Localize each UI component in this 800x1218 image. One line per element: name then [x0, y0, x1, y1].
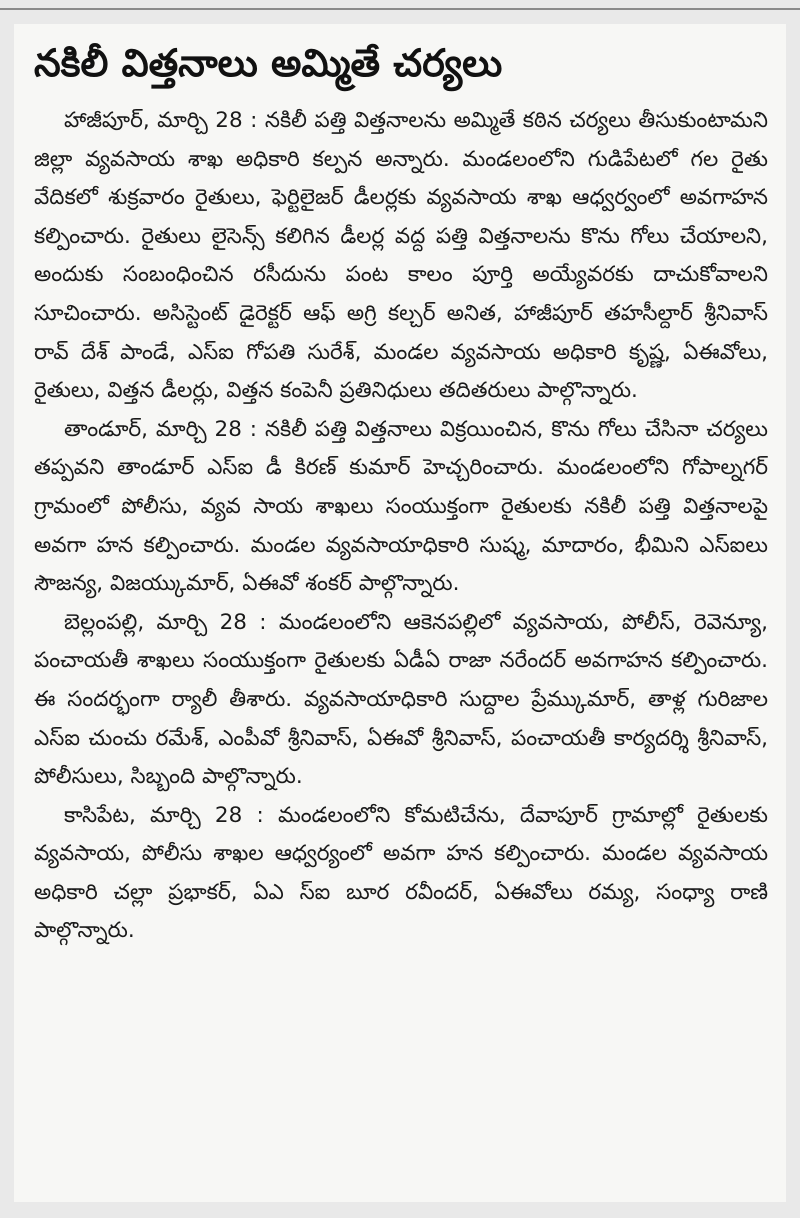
- newspaper-clipping: [14, 24, 786, 1202]
- paragraph-kasipet: కాసిపేట, మార్చి 28 : మండలంలోని కోమటిచేను, దేవాపూర్ గ్రామాల్లో రైతులకు వ్యవసాయ, పోలీసు శాఖల ఆధ్వర్యంలో అవగా హన కల్పించారు. మండల వ్యవసాయ అధికారి చల్లా ప్రభాకర్, ఏఎ స్ఐ బూర రవీందర్, ఏఈవోలు రమ్య, సంధ్యా రాణి పాల్గొన్నారు.: [34, 802, 768, 944]
- article-body: [34, 102, 768, 951]
- article-headline: నకిలీ విత్తనాలు అమ్మితే చర్యలు: [34, 41, 503, 85]
- top-border-rule: [0, 8, 800, 10]
- paragraph-tandur: తాండూర్, మార్చి 28 : నకిలీ పత్తి విత్తనాలు విక్రయించిన, కొను గోలు చేసినా చర్యలు తప్పవని తాండూర్ ఎస్ఐ డీ కిరణ్ కుమార్ హెచ్చరించారు. మండలంలోని గోపాల్నగర్ గ్రామంలో పోలీసు, వ్యవ సాయ శాఖలు సంయుక్తంగా రైతులకు నకిలీ పత్తి విత్తనాలపై అవగా హన కల్పించారు. మండల వ్యవసాయాధికారి సుష్మ, మాదారం, భీమిని ఎస్ఐలు సౌజన్య, విజయ్కుమార్, ఏఈవో శంకర్ పాల్గొన్నారు.: [34, 416, 768, 597]
- paragraph-bellampalli: బెల్లంపల్లి, మార్చి 28 : మండలంలోని ఆకెనపల్లిలో వ్యవసాయ, పోలీస్, రెవెన్యూ, పంచాయతీ శాఖలు సంయుక్తంగా రైతులకు ఏడీఏ రాజా నరేందర్ అవగాహన కల్పించారు. ఈ సందర్భంగా ర్యాలీ తీశారు. వ్యవసాయాధికారి సుద్దాల ప్రేమ్కుమార్, తాళ్ల గురిజాల ఎస్ఐ చుంచు రమేశ్, ఎంపీవో శ్రీనివాస్, ఏఈవో శ్రీనివాస్, పంచాయతీ కార్యదర్శి శ్రీనివాస్, పోలీసులు, సిబ్బంది పాల్గొన్నారు.: [34, 609, 768, 790]
- paragraph-hajipur: హాజీపూర్, మార్చి 28 : నకిలీ పత్తి విత్తనాలను అమ్మితే కఠిన చర్యలు తీసుకుంటామని జిల్లా వ్యవసాయ శాఖ అధికారి కల్పన అన్నారు. మండలంలోని గుడిపేటలో గల రైతు వేదికలో శుక్రవారం రైతులు, ఫెర్టిలైజర్ డీలర్లకు వ్యవసాయ శాఖ ఆధ్వర్వంలో అవగాహన కల్పించారు. రైతులు లైసెన్స్ కలిగిన డీలర్ల వద్ద పత్తి విత్తనాలను కొను గోలు చేయాలని, అందుకు సంబంధించిన రసీదును పంట కాలం పూర్తి అయ్యేవరకు దాచుకోవాలని సూచించారు. అసిస్టెంట్ డైరెక్టర్ ఆఫ్ అగ్రి కల్చర్ అనిత, హాజీపూర్ తహసీల్దార్ శ్రీనివాస్ రావ్ దేశ్ పాండే, ఎస్ఐ గోపతి సురేశ్, మండల వ్యవసాయ అధికారి కృష్ణ, ఏఈవోలు, రైతులు, విత్తన డీలర్లు, విత్తన కంపెనీ ప్రతినిధులు తదితరులు పాల్గొన్నారు.: [34, 108, 768, 404]
